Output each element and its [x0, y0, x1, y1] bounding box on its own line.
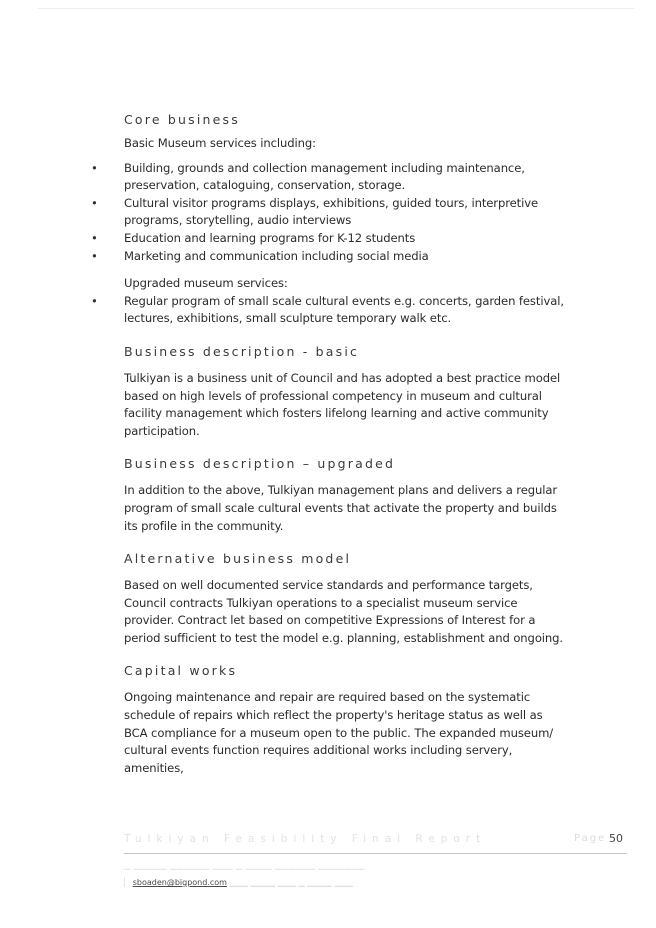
- upgraded-services-intro: Upgraded museum services:: [124, 276, 288, 291]
- business-description-basic-text: Tulkiyan is a business unit of Council and has adopted a best practice model based on high levels of professional competency in museum and cultural facility management which fosters lifelong learning and active community participation.: [124, 370, 561, 438]
- bullet-icon: •: [91, 293, 98, 308]
- page-content: [91, 112, 564, 777]
- page-number: 50: [609, 832, 623, 845]
- list-item-text: Marketing and communication including social media: [124, 248, 429, 263]
- footer-report-title: Tulkiyan Feasibility Final Report: [124, 833, 487, 845]
- footer-page-label: Page: [574, 833, 607, 844]
- heading-alternative-business-model: Alternative business model: [124, 551, 352, 567]
- business-description-upgraded-text: In addition to the above, Tulkiyan management plans and delivers a regular program of small scale cultural events that activate the property and builds its profile in the community.: [124, 483, 558, 533]
- email-link[interactable]: sboaden@bigpond.com: [132, 878, 227, 887]
- footer-divider: [124, 853, 627, 854]
- bullet-icon: •: [91, 195, 98, 210]
- list-item: [91, 195, 564, 230]
- core-business-intro: Basic Museum services including:: [124, 136, 316, 150]
- capital-works-text: Ongoing maintenance and repair are required based on the systematic schedule of repairs which reflect the property's heritage status as well as BCA compliance for a museum open to the public. The expanded museum/ cultural events function requires additional works including servery, amenities,: [124, 690, 554, 775]
- footer-address-line: ▁ ▁▁▁▁▁ ▁▁▁▁▁▁ ▁▁▁ ▁ ▁▁▁▁ ▁▁▁▁▁▁ ▁▁▁▁▁▁▁: [124, 861, 365, 870]
- list-item-text: Building, grounds and collection management including maintenance, preservation, cataloguing, conservation, storage.: [124, 160, 525, 193]
- heading-capital-works: Capital works: [124, 663, 238, 679]
- list-item: [91, 293, 564, 328]
- alternative-business-model-text: Based on well documented service standards and performance targets, Council contracts Tulkiyan operations to a specialist museum service provider. Contract let based on competitive Expressions of Interest for a period sufficient to test the model e.g. planning, establishment and ongoing.: [124, 578, 564, 645]
- top-rule: [38, 8, 634, 9]
- list-item: [91, 248, 564, 266]
- list-item: [91, 160, 564, 195]
- list-item-text: Regular program of small scale cultural events e.g. concerts, garden festival, lectures, exhibitions, small sculpture temporary walk etc.: [124, 293, 564, 326]
- bullet-icon: •: [91, 230, 98, 245]
- heading-core-business: Core business: [124, 112, 240, 127]
- heading-business-description-basic: Business description - basic: [124, 343, 360, 359]
- list-item-text: Education and learning programs for K-12 students: [124, 230, 416, 245]
- list-item-text: Cultural visitor programs displays, exhibitions, guided tours, interpretive programs, storytelling, audio interviews: [124, 195, 539, 228]
- bullet-icon: •: [91, 248, 98, 263]
- core-business-list: [91, 160, 564, 266]
- list-item: [91, 230, 564, 248]
- heading-business-description-upgraded: Business description – upgraded: [124, 456, 396, 472]
- footer-contact-line: ▏ sboaden@bigpond.com ▁▁▁ ▁▁▁▁ ▁▁▁ ▁ ▁▁▁▁ ▁▁▁: [124, 878, 353, 887]
- bullet-icon: •: [91, 160, 98, 175]
- upgraded-services-list: [91, 293, 564, 328]
